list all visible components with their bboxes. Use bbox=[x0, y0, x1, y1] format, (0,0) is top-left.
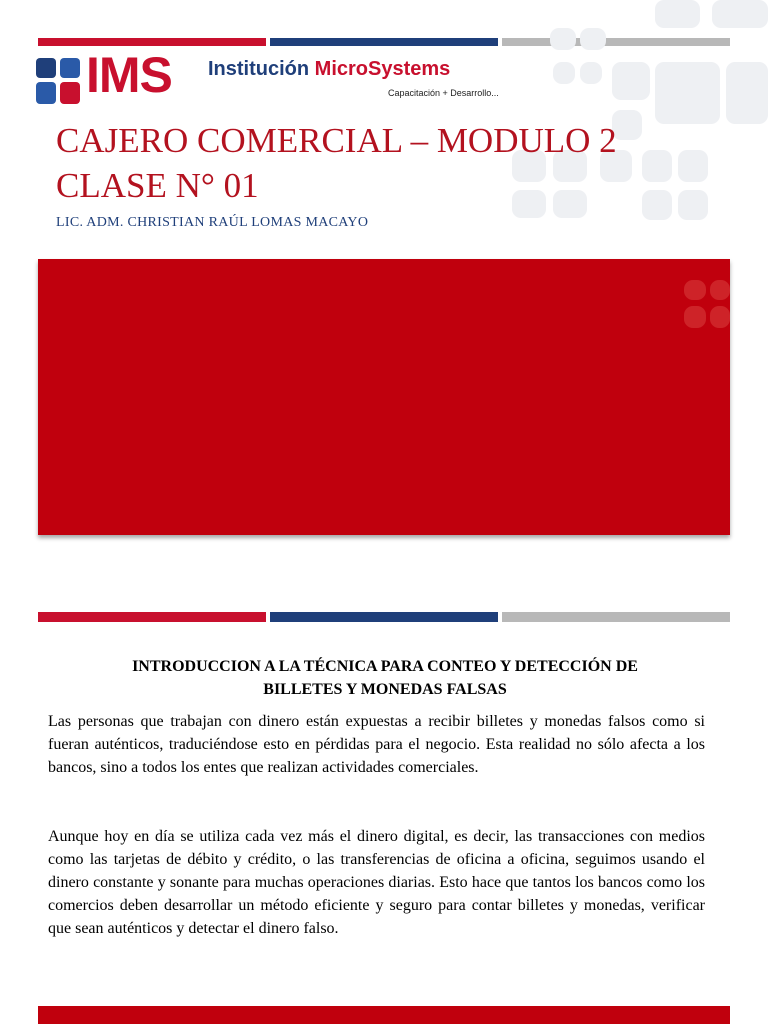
page-title bbox=[56, 118, 617, 208]
red-banner bbox=[38, 259, 730, 535]
logo-name-part1: Institución bbox=[208, 58, 310, 80]
top-stripe-blue bbox=[270, 38, 498, 46]
middle-stripe-red bbox=[38, 612, 266, 622]
section-heading-line-1: INTRODUCCION A LA TÉCNICA PARA CONTEO Y DETECCIÓN DE bbox=[132, 658, 638, 675]
logo-name-part2: MicroSystems bbox=[314, 58, 451, 80]
bottom-red-bar bbox=[38, 1006, 730, 1024]
logo-icon bbox=[36, 58, 82, 106]
section-heading bbox=[60, 655, 710, 701]
paragraph-1: Las personas que trabajan con dinero están expuestas a recibir billetes y monedas falsos como si fueran auténticos, traduciéndose esto en pérdidas para el negocio. Esta realidad no sólo afecta a los bancos, sino a todos los entes que realizan actividades comerciales. bbox=[48, 713, 705, 776]
author-name: LIC. ADM. CHRISTIAN RAÚL LOMAS MACAYO bbox=[56, 215, 369, 230]
logo-ims-text: IMS bbox=[86, 47, 172, 103]
middle-stripe-blue bbox=[270, 612, 498, 622]
section-heading-line-2: BILLETES Y MONEDAS FALSAS bbox=[263, 681, 507, 698]
top-stripe-red bbox=[38, 38, 266, 46]
paragraph-2: Aunque hoy en día se utiliza cada vez más el dinero digital, es decir, las transacciones con medios como las tarjetas de débito y crédito, o las transferencias de oficina a oficina, seguimos usando el dinero constante y sonante para muchas operaciones diarias. Esto hace que tantos los bancos como los comercios deben desarrollar un método eficiente y seguro para contar billetes y monedas, verificar que sean auténticos y detectar el dinero falso. bbox=[48, 828, 705, 937]
top-stripe-gray bbox=[502, 38, 730, 46]
title-line-1: CAJERO COMERCIAL – MODULO 2 bbox=[56, 121, 617, 160]
middle-stripe-gray bbox=[502, 612, 730, 622]
logo-institution-name bbox=[208, 58, 450, 81]
title-line-2: CLASE N° 01 bbox=[56, 166, 259, 205]
logo-tagline: Capacitación + Desarrollo... bbox=[388, 88, 499, 98]
